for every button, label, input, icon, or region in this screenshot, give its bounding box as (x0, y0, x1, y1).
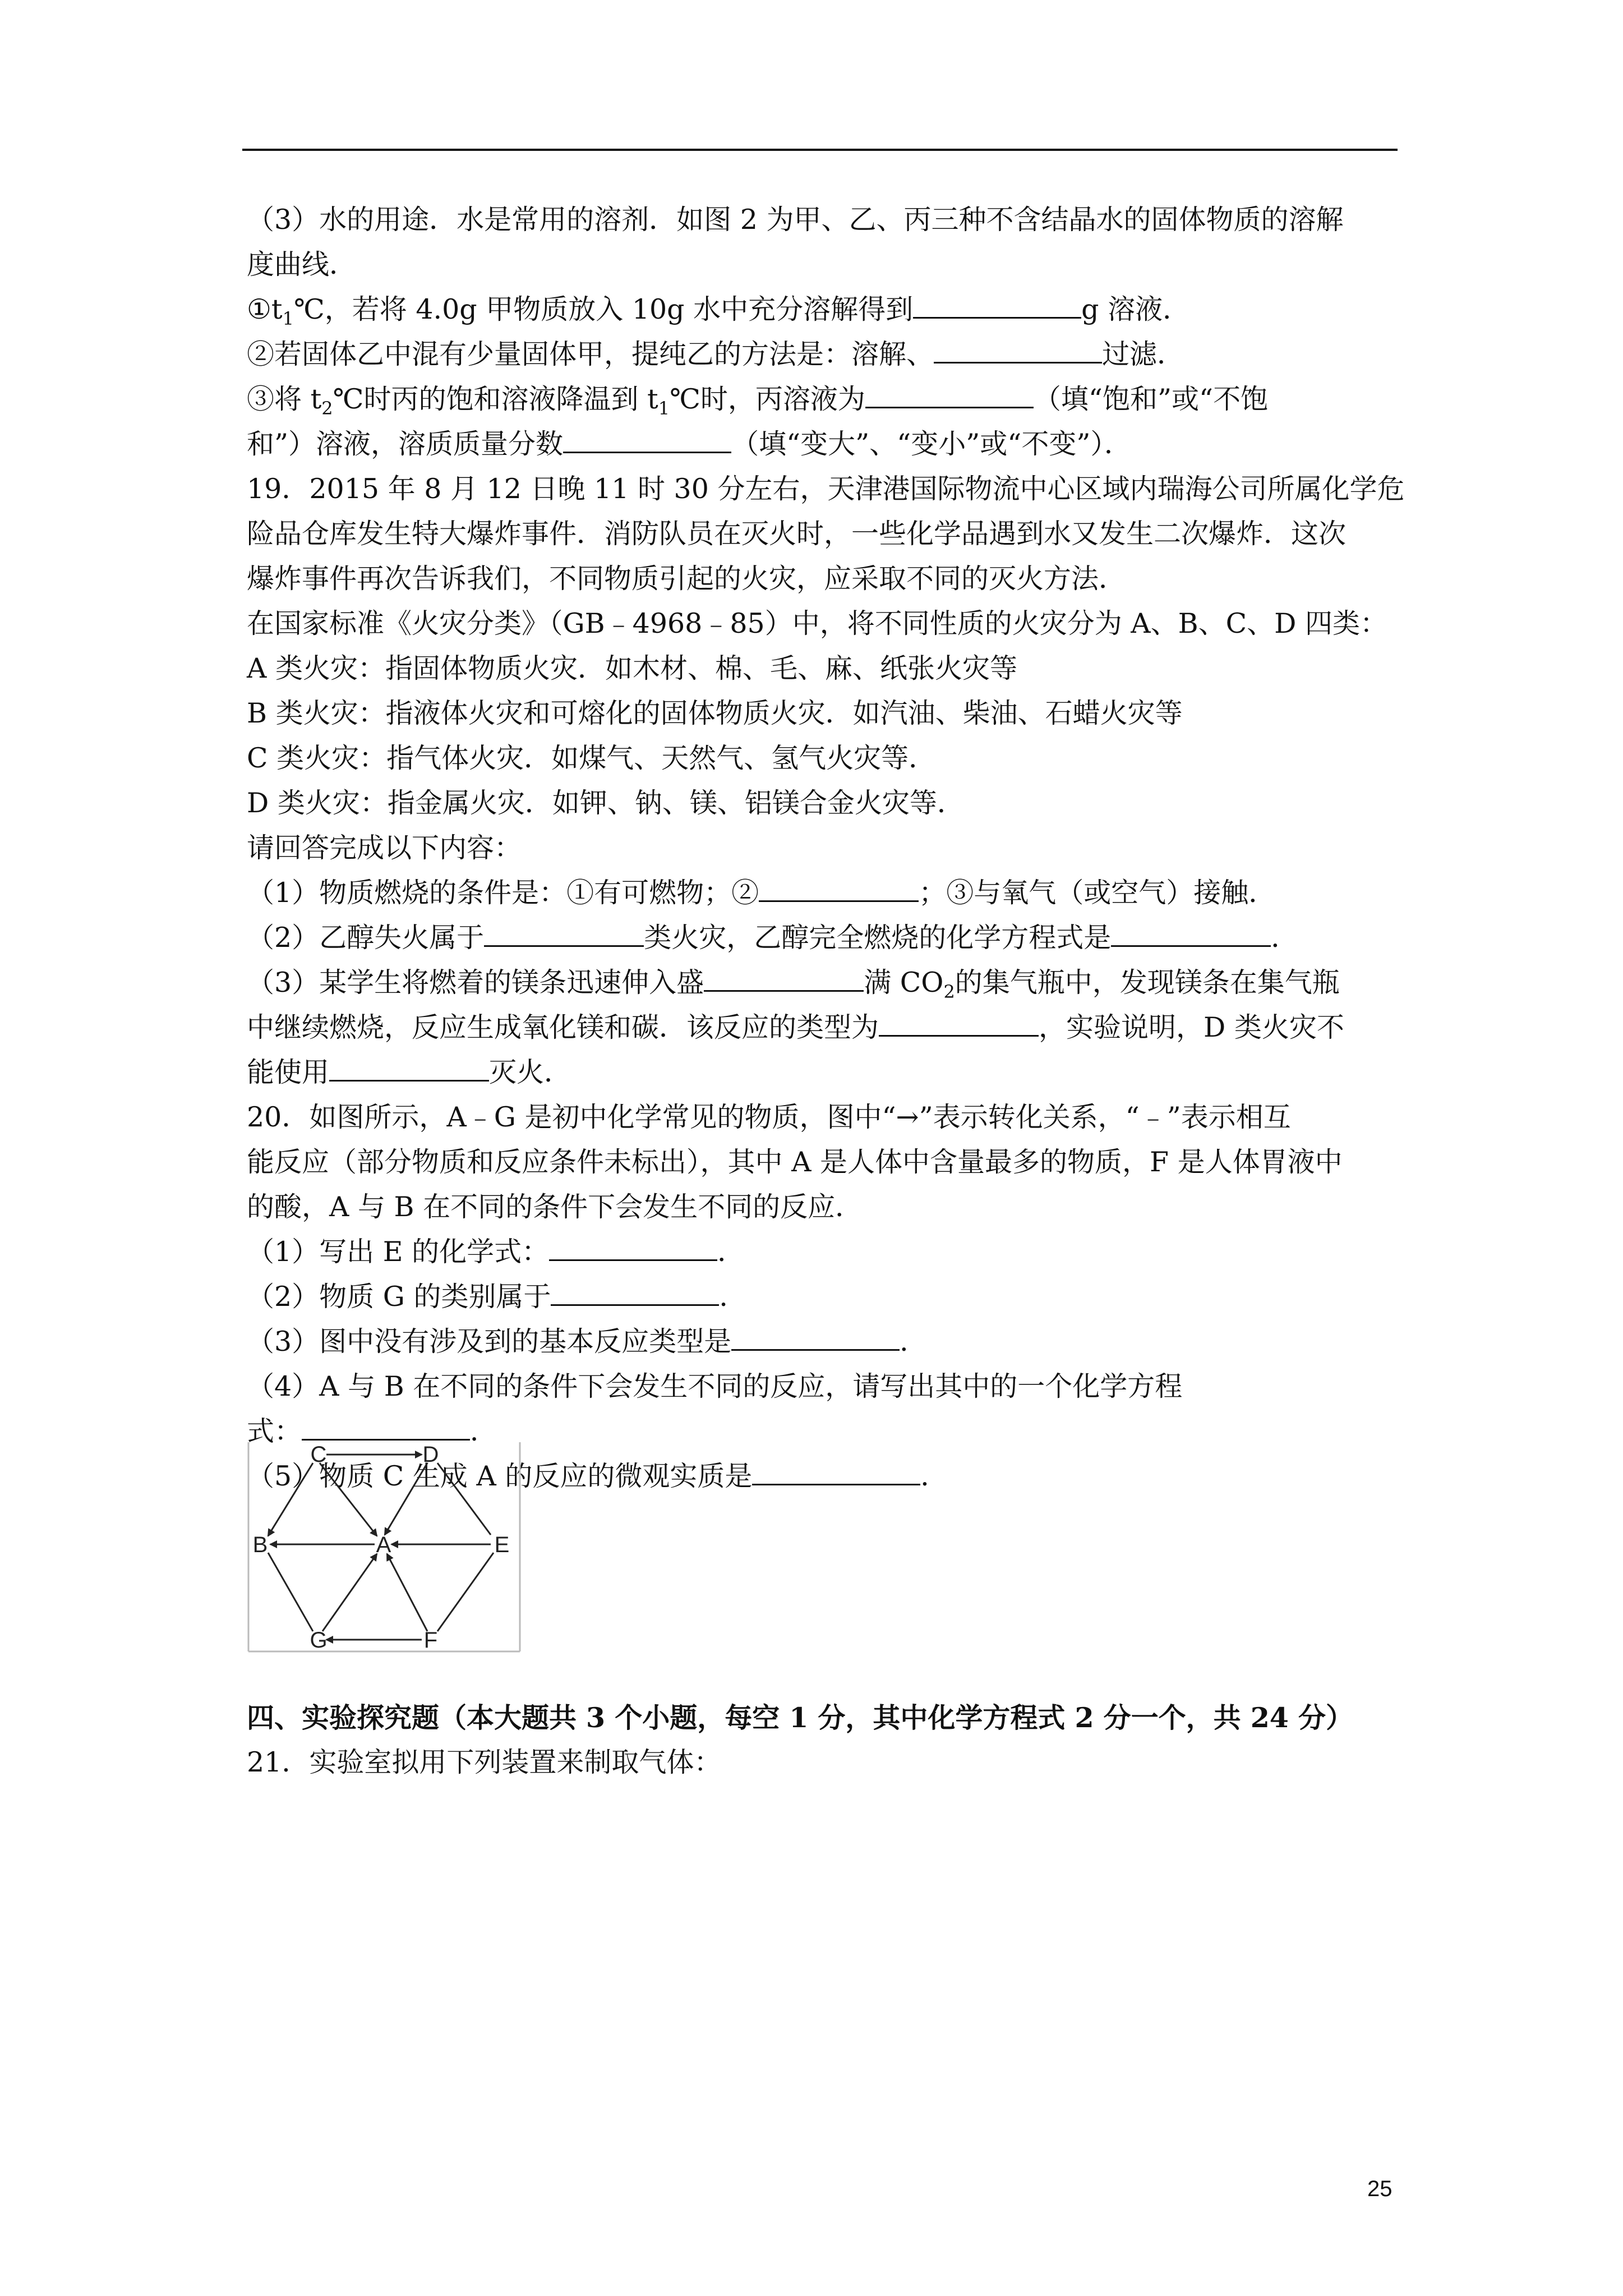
node-a-label: A (376, 1533, 391, 1557)
arrow-c-to-a (320, 1463, 377, 1536)
question-text: 险品仓库发生特大爆炸事件．消防队员在灭火时，一些化学品遇到水又发生二次爆炸．这次 (247, 518, 1347, 550)
question-text: g 溶液． (1081, 293, 1191, 325)
text-line (247, 377, 1402, 422)
question-text: ；③与氧气（或空气）接触． (919, 877, 1276, 909)
question-text: ． (719, 1281, 747, 1313)
answer-blank[interactable] (865, 378, 1034, 408)
question-text: 爆炸事件再次告诉我们，不同物质引起的火灾，应采取不同的灭火方法． (247, 563, 1127, 595)
text-line (247, 467, 1405, 512)
question-text: C 类火灾：指气体火灾．如煤气、天然气、氢气火灾等． (247, 742, 937, 774)
answer-blank[interactable] (879, 1006, 1039, 1037)
text-line (247, 1095, 1402, 1140)
text-line (247, 1050, 1402, 1095)
text-line (247, 736, 1402, 781)
question-text: 20．如图所示，A﹣G 是初中化学常见的物质，图中“→”表示转化关系，“﹣”表示相互 (247, 1101, 1291, 1133)
answer-blank[interactable] (551, 1275, 719, 1306)
question-text: （填“饱和”或“不饱 (1033, 383, 1269, 415)
question-text: 中继续燃烧，反应生成氧化镁和碳．该反应的类型为 (247, 1011, 879, 1043)
question-text: （1）物质燃烧的条件是：①有可燃物；② (247, 877, 759, 909)
text-line (247, 1185, 1402, 1230)
node-e-label: E (494, 1533, 510, 1557)
line-d-e (437, 1463, 491, 1535)
text-line (247, 1230, 1402, 1274)
question-text: ． (1271, 922, 1299, 954)
question-text: 的酸，A 与 B 在不同的条件下会发生不同的反应． (247, 1191, 863, 1223)
question-text: （5）物质 C 生成 A 的反应的微观实质是 (247, 1460, 753, 1492)
question-text: ②若固体乙中混有少量固体甲，提纯乙的方法是：溶解、 (247, 338, 934, 370)
answer-blank[interactable] (329, 1051, 489, 1082)
subscript: 2 (321, 397, 333, 419)
text-line (247, 601, 1402, 646)
text-line (247, 287, 1402, 332)
question-text: 能反应（部分物质和反应条件未标出），其中 A 是人体中含量最多的物质，F 是人体胃液中 (247, 1146, 1343, 1178)
answer-blank[interactable] (549, 1230, 717, 1261)
line-b-g (268, 1553, 313, 1631)
subscript: 1 (658, 397, 670, 419)
answer-blank[interactable] (704, 961, 864, 992)
text-line (247, 242, 1402, 287)
question-text: ． (470, 1415, 498, 1447)
text-line (247, 556, 1402, 601)
text-line (247, 422, 1402, 467)
question-text: （填“变大”、“变小”或“不变”）． (731, 428, 1132, 460)
line-e-f (437, 1553, 494, 1631)
text-line (247, 512, 1402, 556)
question-text: （2）乙醇失火属于 (247, 922, 485, 954)
text-line (247, 1005, 1402, 1050)
question-text: ，实验说明，D 类火灾不 (1039, 1011, 1344, 1043)
question-text: 度曲线． (247, 249, 357, 280)
arrow-f-to-a (387, 1554, 427, 1631)
text-line (247, 646, 1402, 691)
question-text: （2）物质 G 的类别属于 (247, 1281, 551, 1313)
question-text: 在国家标准《火灾分类》（GB﹣4968﹣85）中，将不同性质的火灾分为 A、B、C、D 四类： (247, 608, 1388, 639)
question-text: ℃，若将 4.0g 甲物质放入 10g 水中充分溶解得到 (293, 293, 914, 325)
question-text: （4）A 与 B 在不同的条件下会发生不同的反应，请写出其中的一个化学方程 (247, 1370, 1183, 1402)
question-text: 类火灾，乙醇完全燃烧的化学方程式是 (644, 922, 1112, 954)
answer-blank[interactable] (563, 422, 731, 453)
question-text: 过滤． (1102, 338, 1185, 370)
text-line (247, 1319, 1402, 1364)
question-text: ℃时丙的饱和溶液降温到 t (333, 383, 658, 415)
answer-blank[interactable] (484, 916, 644, 947)
question-text: 满 CO (864, 967, 944, 999)
page-number: 25 (1367, 2177, 1393, 2201)
text-line (247, 197, 1402, 242)
question-text: 和”）溶液，溶质质量分数 (247, 428, 564, 460)
text-line (247, 915, 1402, 960)
question-text: ③将 t (247, 383, 322, 415)
question-text: （1）写出 E 的化学式： (247, 1236, 550, 1268)
subscript: 1 (282, 307, 294, 329)
node-g-label: G (310, 1628, 328, 1653)
question-text: ℃时，丙溶液为 (670, 383, 865, 415)
question-text: 21．实验室拟用下列装置来制取气体： (247, 1746, 722, 1778)
text-line (247, 332, 1402, 377)
subscript: 2 (943, 981, 955, 1002)
relation-diagram (247, 1441, 522, 1654)
question-text: ． (717, 1236, 745, 1268)
text-line (247, 1274, 1402, 1319)
question-text: 请回答完成以下内容： (247, 832, 522, 864)
section-4 (247, 1695, 1353, 1785)
text-line (247, 691, 1402, 736)
question-text: （3）水的用途．水是常用的溶剂．如图 2 为甲、乙、丙三种不含结晶水的固体物质的溶解 (247, 204, 1344, 236)
question-text: 能使用 (247, 1056, 330, 1088)
question-text: 式： (247, 1415, 302, 1447)
question-text: ． (900, 1326, 928, 1358)
question-text: B 类火灾：指液体火灾和可熔化的固体物质火灾．如汽油、柴油、石蜡火灾等 (247, 697, 1183, 729)
node-c-label: C (310, 1442, 327, 1467)
answer-blank[interactable] (759, 871, 919, 902)
question-text: ． (920, 1460, 948, 1492)
arrow-d-to-a (385, 1463, 427, 1535)
question-text: 19．2015 年 8 月 12 日晚 11 时 30 分左右，天津港国际物流中心区域内瑞海公司所属化学危 (247, 473, 1405, 505)
text-line (247, 1140, 1402, 1185)
question-text: （3）图中没有涉及到的基本反应类型是 (247, 1326, 732, 1358)
text-line (247, 826, 1402, 871)
answer-blank[interactable] (934, 333, 1102, 364)
question-text: D 类火灾：指金属火灾．如钾、钠、镁、铝镁合金火灾等． (247, 787, 965, 819)
text-line (247, 871, 1402, 915)
answer-blank[interactable] (1111, 916, 1271, 947)
page-content (247, 197, 1405, 1499)
text-line (247, 960, 1402, 1005)
question-text: 灭火． (489, 1056, 572, 1088)
section-heading: 四、实验探究题（本大题共 3 个小题，每空 1 分，其中化学方程式 2 分一个，共 24 分） (247, 1701, 1353, 1734)
question-text: ①t (247, 293, 283, 325)
answer-blank[interactable] (731, 1320, 900, 1351)
question-text: 的集气瓶中，发现镁条在集气瓶 (955, 967, 1340, 999)
answer-blank[interactable] (913, 288, 1081, 319)
question-text: （3）某学生将燃着的镁条迅速伸入盛 (247, 967, 704, 999)
answer-blank[interactable] (302, 1410, 470, 1441)
header-rule (242, 149, 1398, 151)
arrow-c-to-b (268, 1463, 313, 1536)
text-line (247, 1364, 1402, 1409)
arrow-g-to-a (322, 1554, 377, 1631)
answer-blank[interactable] (752, 1455, 920, 1485)
node-d-label: D (422, 1442, 439, 1467)
text-line (247, 781, 1402, 826)
question-text: A 类火灾：指固体物质火灾．如木材、棉、毛、麻、纸张火灾等 (247, 652, 1017, 684)
node-b-label: B (252, 1533, 268, 1557)
node-f-label: F (423, 1628, 438, 1653)
